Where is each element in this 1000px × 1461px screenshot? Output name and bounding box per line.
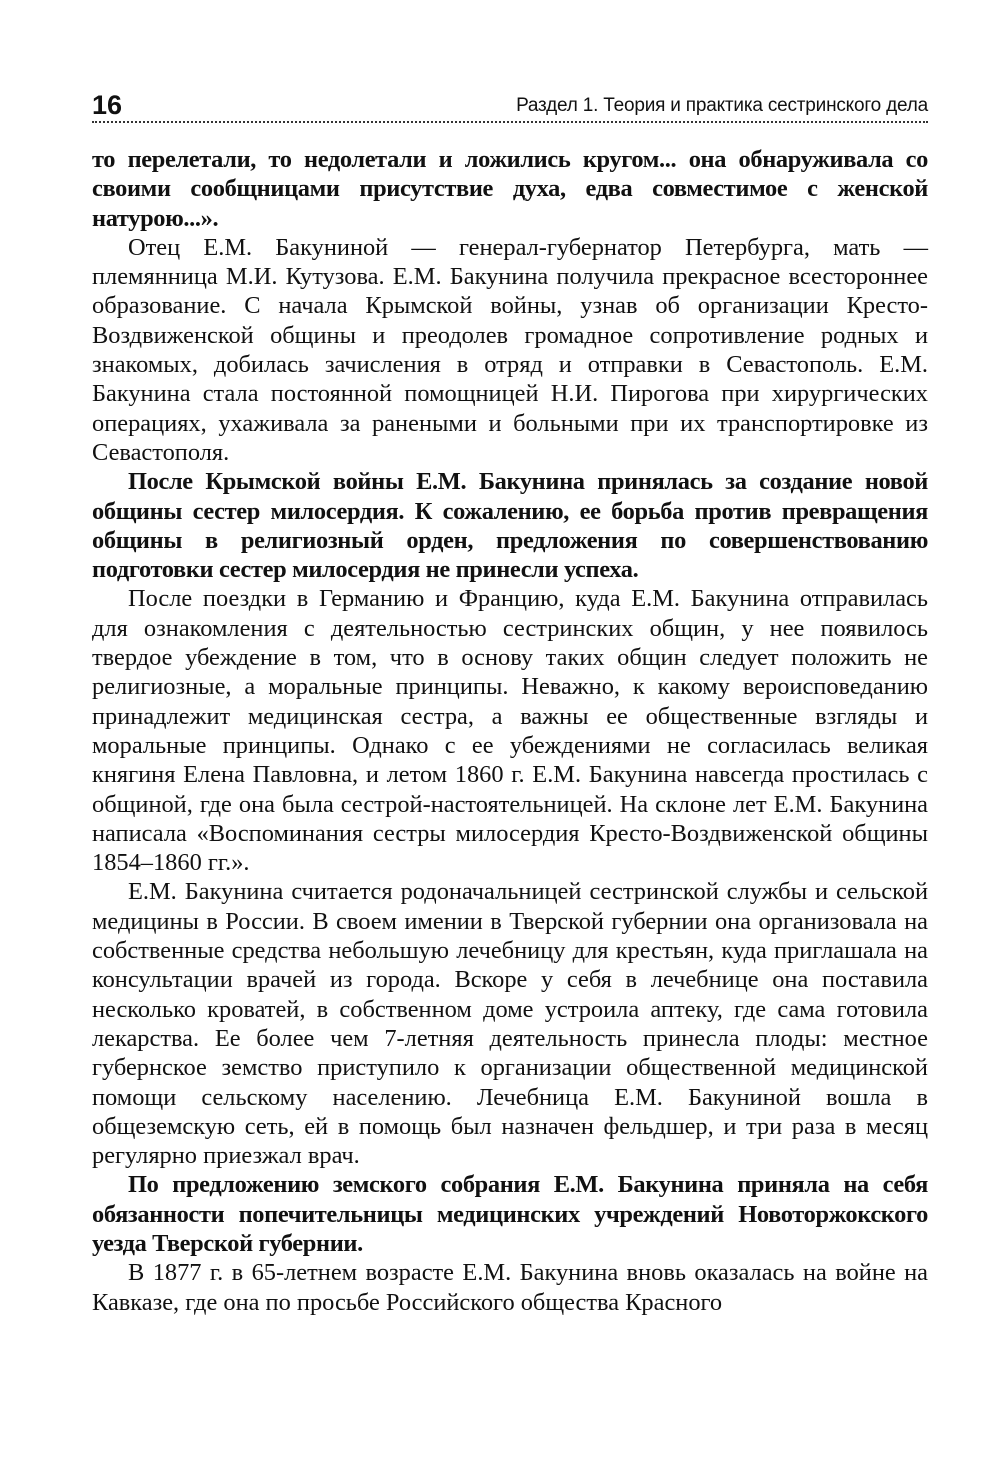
running-section-title: Раздел 1. Теория и практика сестринского дела xyxy=(516,95,928,116)
header-dotted-rule xyxy=(92,121,928,123)
page-number: 16 xyxy=(92,90,123,120)
page-header xyxy=(92,86,928,126)
paragraph-trip-abroad: После поездки в Германию и Францию, куда Е.М. Бакунина отправилась для ознакомления с деятельностью сестринских общин, у нее появилось твердое убеждение в том, что в основу таких общин следует положить не религиозные, а моральные принципы. Неважно, к какому вероисповеданию принадлежит медицинская сестра, а важны ее общественные взгляды и моральные принципы. Однако с ее убеждениями не согласилась великая княгиня Елена Павловна, и летом 1860 г. Е.М. Бакунина навсегда простилась с общиной, где она была сестрой-настоятельницей. На склоне лет Е.М. Бакунина написала «Воспоминания сестры милосердия Кресто-Воздвиженской общины 1854–1860 гг.». xyxy=(92,585,928,877)
paragraph-caucasus-war: В 1877 г. в 65-летнем возрасте Е.М. Бакунина вновь оказалась на войне на Кавказе, где она по просьбе Российского общества Красного xyxy=(92,1259,928,1316)
page-body xyxy=(92,145,928,1317)
paragraph-biography: Отец Е.М. Бакуниной — генерал-губернатор Петербурга, мать — племянница М.И. Кутузова. Е.М. Бакунина получила прекрасное всестороннее образование. С начала Крымской войны, узнав об организации Кресто-Воздвиженской общины и преодолев громадное сопротивление родных и знакомых, добилась зачисления в отряд и отправки в Севастополь. Е.М. Бакунина стала постоянной помощницей Н.И. Пирогова при хирургических операциях, ухаживала за ранеными и больными при их транспортировке из Севастополя. xyxy=(92,233,928,466)
paragraph-rural-medicine: Е.М. Бакунина считается родоначальницей сестринской службы и сельской медицины в России. В своем имении в Тверской губернии она организовала на собственные средства небольшую лечебницу для крестьян, куда приглашала на консультации врачей из города. Вскоре у себя в лечебнице она поставила несколько кроватей, в собственном доме устроила аптеку, где сама готовила лекарства. Ее более чем 7-летняя деятельность принесла плоды: местное губернское земство приступило к организации общественной медицинской помощи сельскому населению. Лечебница Е.М. Бакуниной вошла в общеземскую сеть, ей в помощь был назначен фельдшер, и три раза в месяц регулярно приезжал врач. xyxy=(92,878,928,1170)
paragraph-after-crimean-war: После Крымской войны Е.М. Бакунина принялась за создание новой общины сестер милосердия. К сожалению, ее борьба против превращения общины в религиозный орден, предложения по совершенствованию подготовки сестер милосердия не принесли успеха. xyxy=(92,468,928,584)
quote-continuation-paragraph: то перелетали, то недолетали и ложились кругом... она обнаруживала со своими сообщницами присутствие духа, едва совместимое с женской натурою...». xyxy=(92,146,928,232)
paragraph-zemstvo-duties: По предложению земского собрания Е.М. Бакунина приняла на себя обязанности попечительницы медицинских учреждений Новоторжокского уезда Тверской губернии. xyxy=(92,1171,928,1257)
